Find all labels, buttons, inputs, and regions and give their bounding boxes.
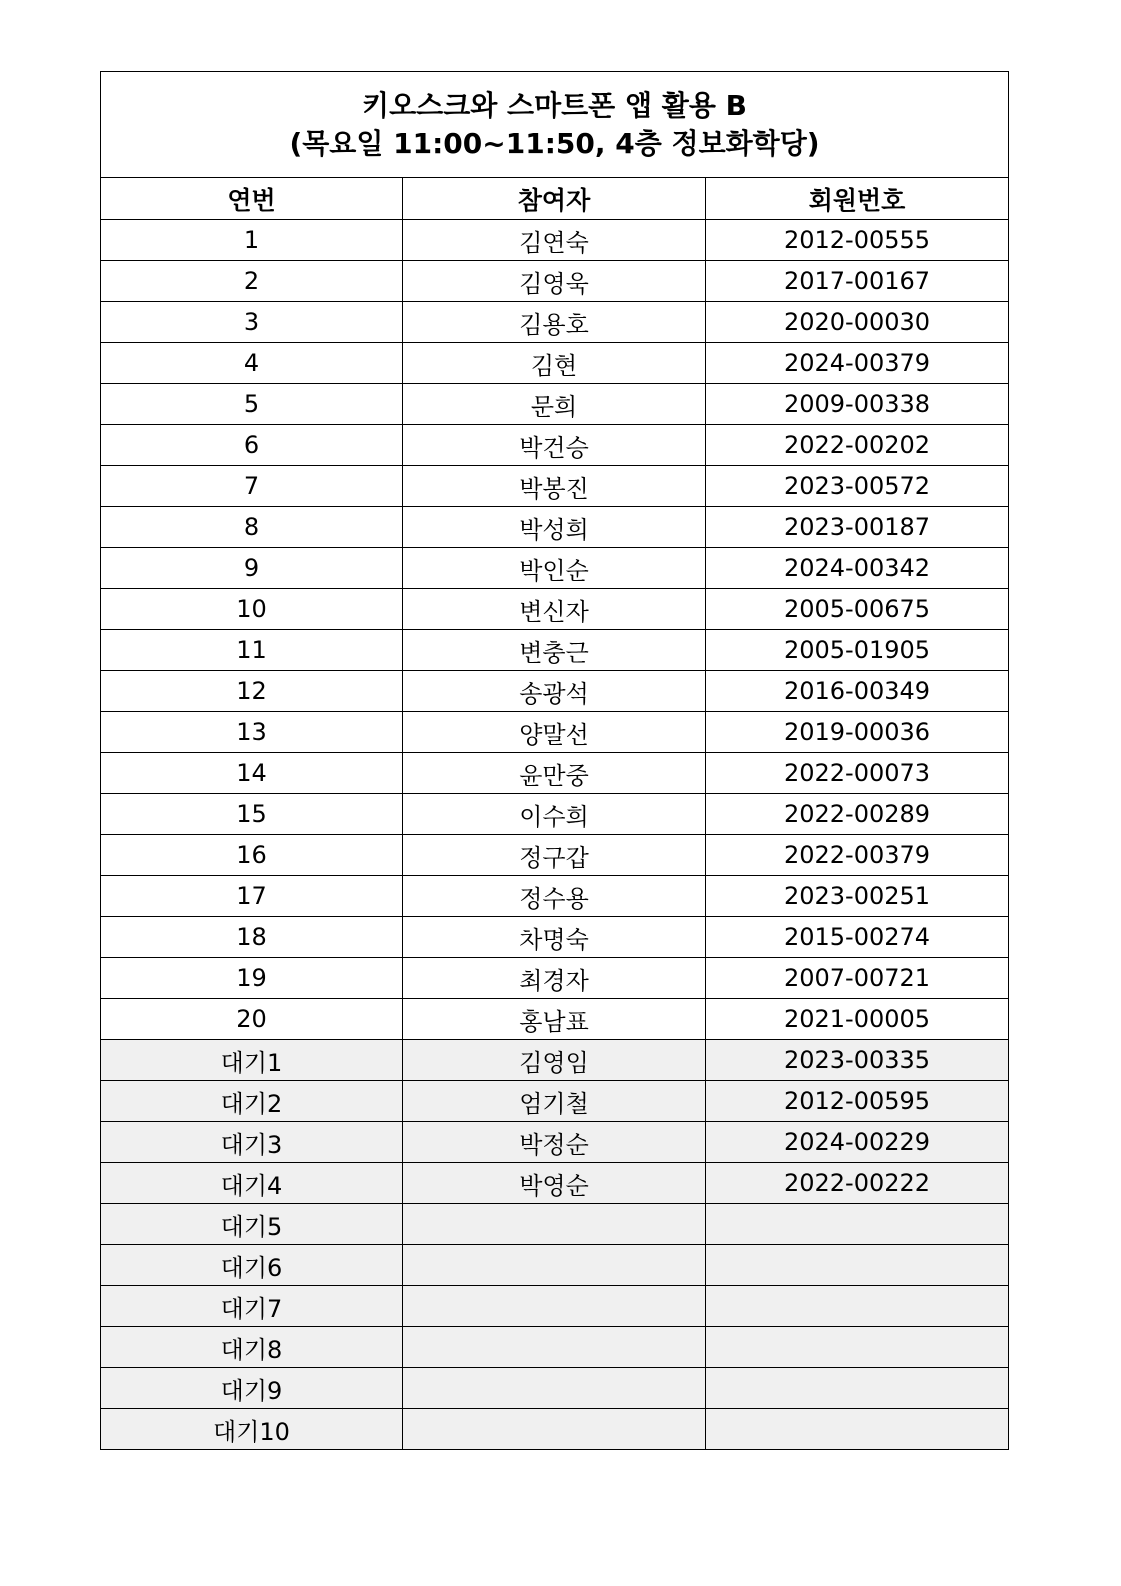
participant-row (101, 425, 1009, 466)
cell-member-id: 2012-00555 (706, 220, 1009, 261)
cell-no: 16 (101, 835, 403, 876)
cell-participant: 정수용 (403, 876, 706, 917)
roster-body (101, 72, 1009, 1450)
waitlist-row (101, 1122, 1009, 1163)
cell-participant (403, 1368, 706, 1409)
cell-participant: 최경자 (403, 958, 706, 999)
waitlist-row (101, 1286, 1009, 1327)
cell-member-id: 2024-00229 (706, 1122, 1009, 1163)
cell-member-id: 2023-00335 (706, 1040, 1009, 1081)
cell-participant (403, 1286, 706, 1327)
participant-row (101, 220, 1009, 261)
cell-participant: 송광석 (403, 671, 706, 712)
header-row (101, 178, 1009, 220)
cell-no: 대기6 (101, 1245, 403, 1286)
cell-member-id (706, 1409, 1009, 1450)
participant-row (101, 958, 1009, 999)
waitlist-row (101, 1040, 1009, 1081)
cell-member-id: 2022-00222 (706, 1163, 1009, 1204)
cell-member-id: 2012-00595 (706, 1081, 1009, 1122)
roster-table (100, 71, 1009, 1450)
cell-participant: 정구갑 (403, 835, 706, 876)
cell-participant: 차명숙 (403, 917, 706, 958)
cell-member-id: 2022-00073 (706, 753, 1009, 794)
title-row (101, 72, 1009, 178)
cell-member-id: 2023-00572 (706, 466, 1009, 507)
cell-no: 5 (101, 384, 403, 425)
waitlist-row (101, 1368, 1009, 1409)
cell-no: 20 (101, 999, 403, 1040)
cell-no: 13 (101, 712, 403, 753)
cell-no: 18 (101, 917, 403, 958)
header-member-id: 회원번호 (706, 178, 1009, 220)
participant-row (101, 548, 1009, 589)
participant-row (101, 630, 1009, 671)
cell-member-id: 2022-00289 (706, 794, 1009, 835)
participant-row (101, 466, 1009, 507)
waitlist-row (101, 1081, 1009, 1122)
cell-participant: 김영욱 (403, 261, 706, 302)
cell-member-id: 2016-00349 (706, 671, 1009, 712)
cell-participant: 윤만중 (403, 753, 706, 794)
participant-row (101, 712, 1009, 753)
cell-member-id: 2005-01905 (706, 630, 1009, 671)
participant-row (101, 343, 1009, 384)
cell-member-id: 2023-00187 (706, 507, 1009, 548)
participant-row (101, 384, 1009, 425)
class-schedule: (목요일 11:00~11:50, 4층 정보화학당) (289, 126, 820, 160)
cell-participant (403, 1245, 706, 1286)
cell-participant: 변신자 (403, 589, 706, 630)
title-cell (101, 72, 1009, 178)
participant-row (101, 917, 1009, 958)
participant-row (101, 261, 1009, 302)
cell-participant: 김영임 (403, 1040, 706, 1081)
cell-no: 대기1 (101, 1040, 403, 1081)
cell-participant (403, 1204, 706, 1245)
cell-no: 3 (101, 302, 403, 343)
cell-member-id (706, 1245, 1009, 1286)
waitlist-row (101, 1409, 1009, 1450)
cell-no: 6 (101, 425, 403, 466)
participant-row (101, 671, 1009, 712)
cell-no: 1 (101, 220, 403, 261)
cell-no: 8 (101, 507, 403, 548)
cell-member-id: 2007-00721 (706, 958, 1009, 999)
participant-row (101, 876, 1009, 917)
header-no: 연번 (101, 178, 403, 220)
cell-member-id: 2022-00379 (706, 835, 1009, 876)
cell-no: 대기9 (101, 1368, 403, 1409)
cell-no: 대기3 (101, 1122, 403, 1163)
cell-participant: 김현 (403, 343, 706, 384)
cell-member-id (706, 1327, 1009, 1368)
cell-member-id: 2020-00030 (706, 302, 1009, 343)
cell-no: 4 (101, 343, 403, 384)
cell-participant: 박건승 (403, 425, 706, 466)
cell-no: 대기2 (101, 1081, 403, 1122)
cell-participant: 김용호 (403, 302, 706, 343)
cell-participant: 박정순 (403, 1122, 706, 1163)
cell-participant: 박영순 (403, 1163, 706, 1204)
participant-row (101, 302, 1009, 343)
cell-member-id (706, 1204, 1009, 1245)
cell-member-id: 2015-00274 (706, 917, 1009, 958)
cell-no: 17 (101, 876, 403, 917)
cell-no: 대기4 (101, 1163, 403, 1204)
cell-no: 대기5 (101, 1204, 403, 1245)
waitlist-row (101, 1327, 1009, 1368)
cell-no: 14 (101, 753, 403, 794)
cell-member-id: 2023-00251 (706, 876, 1009, 917)
cell-participant: 박인순 (403, 548, 706, 589)
cell-no: 2 (101, 261, 403, 302)
participant-row (101, 753, 1009, 794)
cell-member-id: 2021-00005 (706, 999, 1009, 1040)
participant-row (101, 794, 1009, 835)
cell-no: 9 (101, 548, 403, 589)
cell-no: 15 (101, 794, 403, 835)
cell-member-id: 2017-00167 (706, 261, 1009, 302)
cell-no: 대기10 (101, 1409, 403, 1450)
cell-participant: 홍남표 (403, 999, 706, 1040)
cell-no: 대기8 (101, 1327, 403, 1368)
cell-no: 대기7 (101, 1286, 403, 1327)
waitlist-row (101, 1245, 1009, 1286)
header-participant: 참여자 (403, 178, 706, 220)
cell-member-id: 2009-00338 (706, 384, 1009, 425)
participant-row (101, 589, 1009, 630)
cell-participant (403, 1327, 706, 1368)
cell-member-id: 2024-00379 (706, 343, 1009, 384)
cell-member-id: 2024-00342 (706, 548, 1009, 589)
cell-member-id: 2022-00202 (706, 425, 1009, 466)
cell-participant: 박성희 (403, 507, 706, 548)
cell-no: 11 (101, 630, 403, 671)
cell-participant: 변충근 (403, 630, 706, 671)
cell-participant (403, 1409, 706, 1450)
cell-member-id (706, 1368, 1009, 1409)
participant-row (101, 999, 1009, 1040)
cell-participant: 김연숙 (403, 220, 706, 261)
waitlist-row (101, 1163, 1009, 1204)
cell-participant: 양말선 (403, 712, 706, 753)
cell-member-id: 2019-00036 (706, 712, 1009, 753)
cell-no: 10 (101, 589, 403, 630)
participant-row (101, 507, 1009, 548)
cell-participant: 문희 (403, 384, 706, 425)
cell-participant: 박봉진 (403, 466, 706, 507)
participant-row (101, 835, 1009, 876)
cell-participant: 엄기철 (403, 1081, 706, 1122)
cell-no: 12 (101, 671, 403, 712)
cell-member-id: 2005-00675 (706, 589, 1009, 630)
cell-participant: 이수희 (403, 794, 706, 835)
class-title: 키오스크와 스마트폰 앱 활용 B (362, 88, 747, 122)
waitlist-row (101, 1204, 1009, 1245)
cell-no: 7 (101, 466, 403, 507)
cell-member-id (706, 1286, 1009, 1327)
cell-no: 19 (101, 958, 403, 999)
